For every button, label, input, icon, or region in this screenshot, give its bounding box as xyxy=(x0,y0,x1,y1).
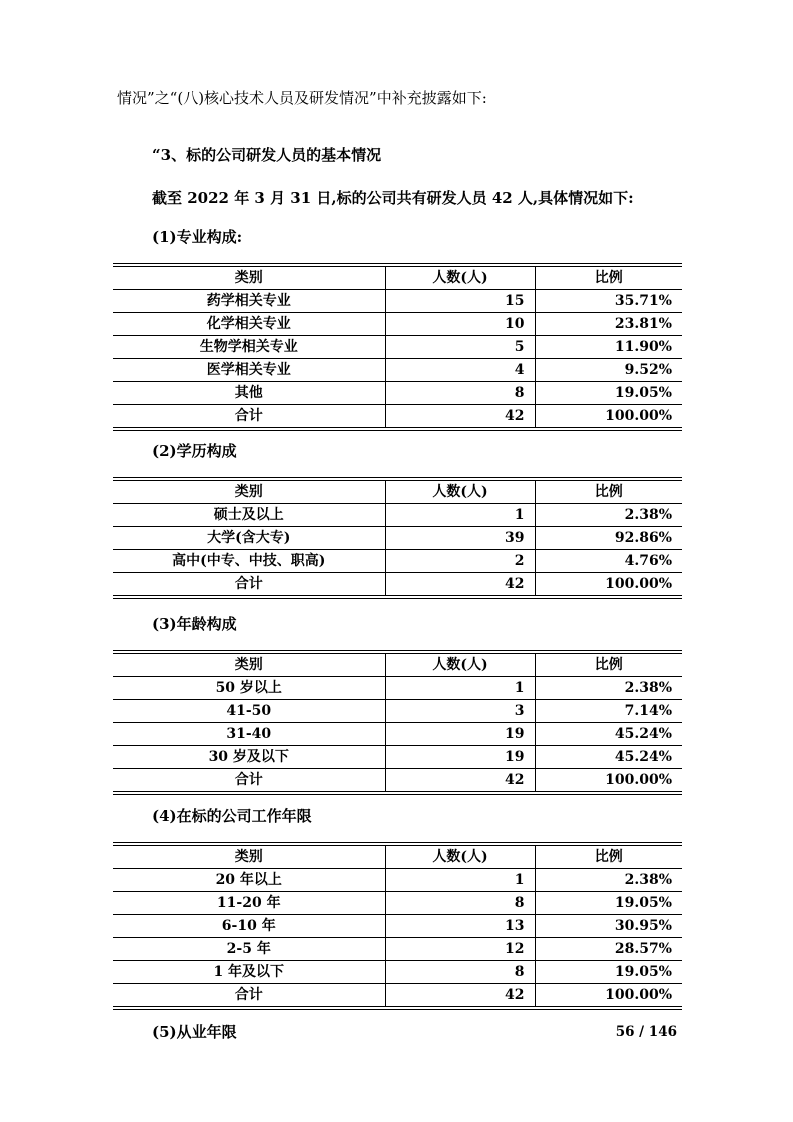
table-cell: 1 xyxy=(385,504,535,527)
table-cell: 19.05% xyxy=(535,961,682,984)
page-number: 56 / 146 xyxy=(615,1024,677,1040)
column-header: 比例 xyxy=(535,652,682,677)
table-cell: 30.95% xyxy=(535,915,682,938)
table-cell: 2 xyxy=(385,550,535,573)
table-cell: 50 岁以上 xyxy=(215,680,282,696)
table-cell: 45.24% xyxy=(535,746,682,769)
table-cell: 42 xyxy=(385,405,535,430)
table-row xyxy=(113,938,682,961)
table-cell: 6-10 年 xyxy=(221,918,276,934)
table-cell: 生物学相关专业 xyxy=(199,339,298,355)
table-cell: 硕士及以上 xyxy=(213,507,284,523)
column-header: 类别 xyxy=(234,270,263,286)
intro-paragraph: 情况”之“(八)核心技术人员及研发情况”中补充披露如下: xyxy=(117,89,487,107)
table-cell: 30 岁及以下 xyxy=(208,749,289,765)
table-row xyxy=(113,984,682,1009)
table-row xyxy=(113,892,682,915)
table-cell: 1 xyxy=(385,869,535,892)
table-row xyxy=(113,915,682,938)
subsection-heading-5: (5)从业年限 xyxy=(152,1023,237,1041)
table-major-composition xyxy=(113,263,682,431)
table-cell: 19 xyxy=(385,746,535,769)
table-cell: 19.05% xyxy=(535,892,682,915)
section-title: “3、标的公司研发人员的基本情况 xyxy=(152,146,382,164)
table-row xyxy=(113,382,682,405)
table-row xyxy=(113,504,682,527)
column-header: 类别 xyxy=(234,657,263,673)
table-cell: 其他 xyxy=(234,385,263,401)
table-cell: 45.24% xyxy=(535,723,682,746)
column-header: 类别 xyxy=(234,484,263,500)
column-header: 人数(人) xyxy=(385,265,535,290)
table-cell: 42 xyxy=(385,573,535,598)
table-age-composition xyxy=(113,650,682,795)
table-cell: 100.00% xyxy=(535,573,682,598)
table-cell: 合计 xyxy=(234,772,263,788)
subsection-heading-1: (1)专业构成: xyxy=(152,228,243,246)
table-row xyxy=(113,336,682,359)
table-row xyxy=(113,359,682,382)
table-row xyxy=(113,723,682,746)
table-cell: 8 xyxy=(385,961,535,984)
table-cell: 药学相关专业 xyxy=(206,293,291,309)
table-cell: 100.00% xyxy=(535,769,682,794)
table-cell: 42 xyxy=(385,769,535,794)
column-header: 比例 xyxy=(535,265,682,290)
table-cell: 41-50 xyxy=(226,703,272,719)
table-cell: 19 xyxy=(385,723,535,746)
summary-paragraph: 截至 2022 年 3 月 31 日,标的公司共有研发人员 42 人,具体情况如下: xyxy=(152,189,634,207)
table-cell: 大学(含大专) xyxy=(207,530,291,546)
table-cell: 5 xyxy=(385,336,535,359)
table-cell: 13 xyxy=(385,915,535,938)
table-cell: 42 xyxy=(385,984,535,1009)
column-header: 比例 xyxy=(535,479,682,504)
table-cell: 39 xyxy=(385,527,535,550)
table-row xyxy=(113,573,682,598)
table-cell: 2.38% xyxy=(535,869,682,892)
table-row xyxy=(113,869,682,892)
table-row xyxy=(113,700,682,723)
page-content xyxy=(113,0,682,1058)
table-cell: 4 xyxy=(385,359,535,382)
table-cell: 100.00% xyxy=(535,984,682,1009)
table-cell: 8 xyxy=(385,892,535,915)
table-cell: 11-20 年 xyxy=(216,895,281,911)
table-header-row xyxy=(113,652,682,677)
table-cell: 合计 xyxy=(234,987,263,1003)
table-cell: 20 年以上 xyxy=(215,872,282,888)
table-cell: 9.52% xyxy=(535,359,682,382)
column-header: 人数(人) xyxy=(385,479,535,504)
subsection-heading-4: (4)在标的公司工作年限 xyxy=(152,807,312,825)
column-header: 比例 xyxy=(535,844,682,869)
table-cell: 4.76% xyxy=(535,550,682,573)
table-row xyxy=(113,405,682,430)
table-row xyxy=(113,961,682,984)
table-cell: 合计 xyxy=(234,408,263,424)
table-cell: 31-40 xyxy=(226,726,272,742)
table-cell: 1 年及以下 xyxy=(213,964,285,980)
table-company-tenure xyxy=(113,842,682,1010)
table-cell: 12 xyxy=(385,938,535,961)
table-row xyxy=(113,527,682,550)
table-row xyxy=(113,769,682,794)
table-cell: 2-5 年 xyxy=(226,941,271,957)
subsection-heading-2: (2)学历构成 xyxy=(152,442,237,460)
table-cell: 1 xyxy=(385,677,535,700)
table-cell: 2.38% xyxy=(535,504,682,527)
table-cell: 10 xyxy=(385,313,535,336)
table-cell: 15 xyxy=(385,290,535,313)
table-cell: 高中(中专、中技、职高) xyxy=(172,553,326,569)
table-cell: 35.71% xyxy=(535,290,682,313)
table-cell: 合计 xyxy=(234,576,263,592)
table-header-row xyxy=(113,844,682,869)
column-header: 人数(人) xyxy=(385,844,535,869)
table-cell: 11.90% xyxy=(535,336,682,359)
table-cell: 92.86% xyxy=(535,527,682,550)
table-cell: 8 xyxy=(385,382,535,405)
table-cell: 19.05% xyxy=(535,382,682,405)
subsection-heading-3: (3)年龄构成 xyxy=(152,615,237,633)
table-cell: 7.14% xyxy=(535,700,682,723)
column-header: 类别 xyxy=(234,849,263,865)
table-row xyxy=(113,313,682,336)
table-row xyxy=(113,746,682,769)
table-row xyxy=(113,550,682,573)
table-header-row xyxy=(113,479,682,504)
table-cell: 100.00% xyxy=(535,405,682,430)
table-row xyxy=(113,677,682,700)
table-header-row xyxy=(113,265,682,290)
table-cell: 3 xyxy=(385,700,535,723)
table-cell: 28.57% xyxy=(535,938,682,961)
table-cell: 23.81% xyxy=(535,313,682,336)
table-cell: 医学相关专业 xyxy=(206,362,291,378)
table-cell: 2.38% xyxy=(535,677,682,700)
column-header: 人数(人) xyxy=(385,652,535,677)
table-row xyxy=(113,290,682,313)
table-cell: 化学相关专业 xyxy=(206,316,291,332)
table-education-composition xyxy=(113,477,682,599)
